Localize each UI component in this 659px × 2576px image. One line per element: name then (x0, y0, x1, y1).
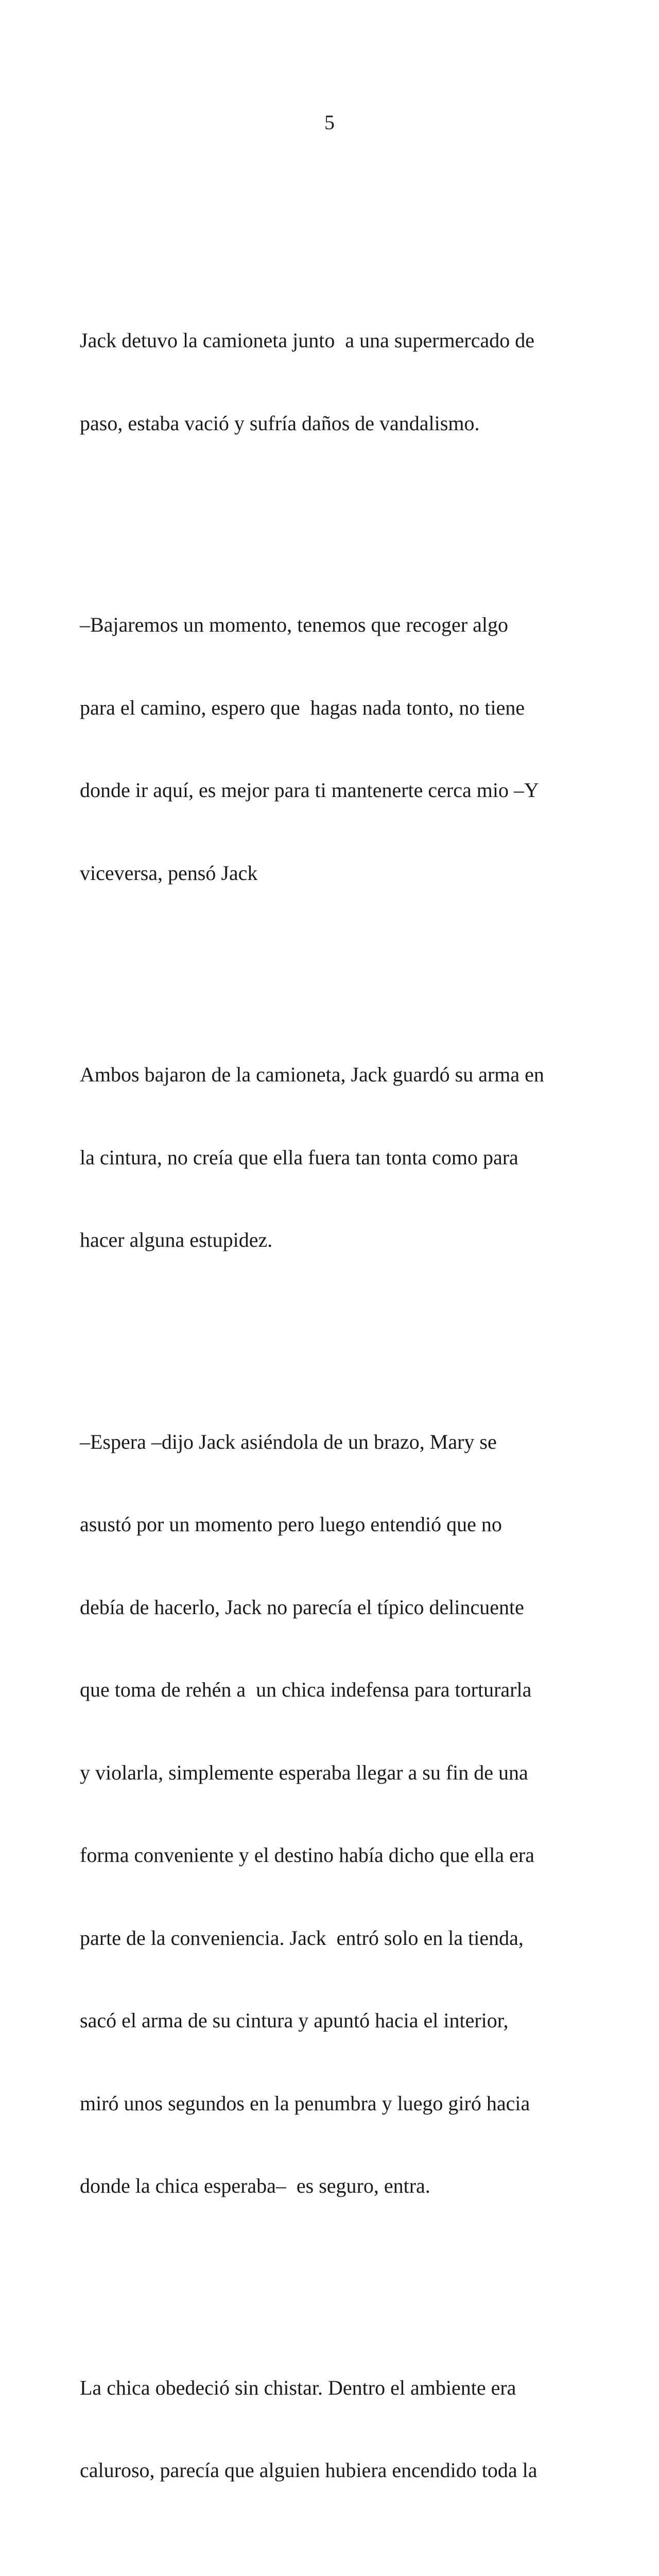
text-line: asustó por un momento pero luego entendió que no (80, 1513, 502, 1536)
paragraph (80, 556, 584, 942)
text-line: –Espera –dijo Jack asiéndola de un brazo, Mary se (80, 1430, 497, 1453)
text-line: parte de la conveniencia. Jack entró solo en la tienda, (80, 1926, 524, 1950)
page-number: 5 (324, 111, 335, 134)
text-line: La chica obedeció sin chistar. Dentro el ambiente era (80, 2376, 516, 2399)
paragraph (80, 272, 584, 492)
text-line: Ambos bajaron de la camioneta, Jack guardó su arma en (80, 1063, 544, 1086)
text-line: caluroso, parecía que alguien hubiera encendido toda la (80, 2459, 537, 2482)
paragraph (80, 1006, 584, 1309)
body-text (80, 216, 584, 2576)
text-line: forma conveniente y el destino había dicho que ella era (80, 1843, 534, 1867)
text-line: y violarla, simplemente esperaba llegar a su fin de una (80, 1760, 528, 1784)
text-line: donde la chica esperaba– es seguro, entra. (80, 2174, 430, 2197)
text-line: –Bajaremos un momento, tenemos que recoger algo (80, 613, 508, 636)
text-line: donde ir aquí, es mejor para ti mantenerte cerca mio –Y (80, 778, 539, 802)
text-line: miró unos segundos en la penumbra y luego giró hacia (80, 2091, 530, 2115)
text-line: que toma de rehén a un chica indefensa para torturarla (80, 1678, 532, 1701)
text-line: hacer alguna estupidez. (80, 1228, 273, 1251)
text-line: debía de hacerlo, Jack no parecía el típico delincuente (80, 1595, 524, 1619)
text-line: viceversa, pensó Jack (80, 861, 258, 885)
text-line: la cintura, no creía que ella fuera tan tonta como para (80, 1145, 518, 1169)
text-line: paso, estaba vació y sufría daños de vandalismo. (80, 411, 480, 435)
text-line: Jack detuvo la camioneta junto a una supermercado de (80, 329, 534, 352)
text-line: sacó el arma de su cintura y apuntó hacia el interior, (80, 2009, 509, 2032)
text-line: para el camino, espero que hagas nada tonto, no tiene (80, 696, 525, 719)
paragraph (80, 1373, 584, 2255)
paragraph (80, 2319, 584, 2539)
